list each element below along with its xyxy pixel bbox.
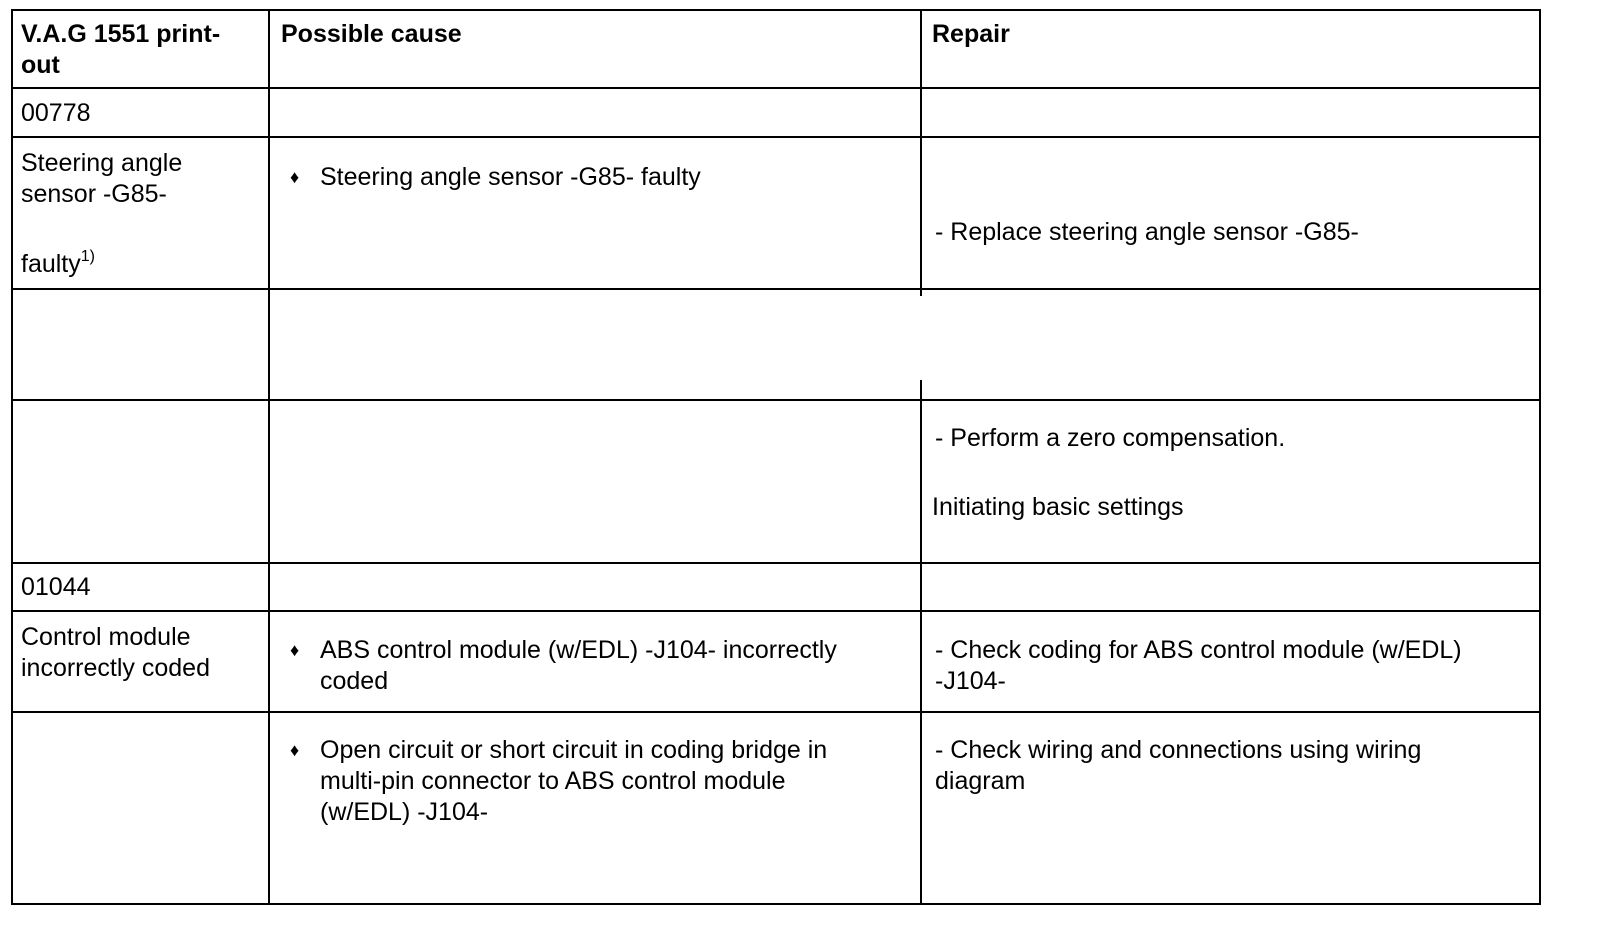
possible-cause-text: Steering angle sensor -G85- faulty (320, 163, 701, 191)
fault-description-text: faulty (21, 250, 81, 278)
repair-text-line1: - Perform a zero compensation. (935, 424, 1286, 452)
fault-description-line3 (21, 249, 95, 280)
possible-cause-line3: (w/EDL) -J104- (320, 798, 489, 826)
column-divider (920, 380, 922, 905)
repair-text: - Replace steering angle sensor -G85- (935, 218, 1359, 246)
row-divider (11, 562, 1541, 564)
row-divider (11, 711, 1541, 713)
possible-cause-line2: multi-pin connector to ABS control module (320, 767, 786, 795)
possible-cause-line1: ABS control module (w/EDL) -J104- incorrectly (320, 636, 837, 664)
possible-cause-line2: coded (320, 667, 389, 695)
repair-text-line1: - Check coding for ABS control module (w/EDL) (935, 636, 1462, 664)
repair-text-line1: - Check wiring and connections using wiring (935, 736, 1422, 764)
fault-code: 00778 (21, 99, 91, 127)
fault-description-line2: incorrectly coded (21, 654, 210, 682)
header-printout-line1: V.A.G 1551 print- (21, 20, 221, 48)
repair-text-line2: -J104- (935, 667, 1006, 695)
possible-cause-line1: Open circuit or short circuit in coding bridge in (320, 736, 828, 764)
column-divider (268, 9, 270, 905)
repair-text-line2: diagram (935, 767, 1026, 795)
repair-text-line2: Initiating basic settings (932, 493, 1184, 521)
row-divider (11, 399, 1541, 401)
header-repair: Repair (932, 20, 1010, 48)
row-divider (11, 288, 1541, 290)
bullet-icon: ♦ (290, 640, 300, 660)
bullet-icon: ♦ (290, 740, 300, 760)
header-printout-line2: out (21, 51, 60, 79)
fault-description-line1: Control module (21, 623, 191, 651)
row-divider (11, 610, 1541, 612)
row-divider (11, 136, 1541, 138)
fault-description-line2: sensor -G85- (21, 180, 167, 208)
bullet-icon: ♦ (290, 167, 300, 187)
column-divider (920, 9, 922, 296)
header-possible-cause: Possible cause (281, 20, 462, 48)
row-divider (11, 87, 1541, 89)
footnote-marker: 1) (80, 247, 95, 265)
fault-description-line1: Steering angle (21, 149, 183, 177)
fault-code: 01044 (21, 573, 91, 601)
